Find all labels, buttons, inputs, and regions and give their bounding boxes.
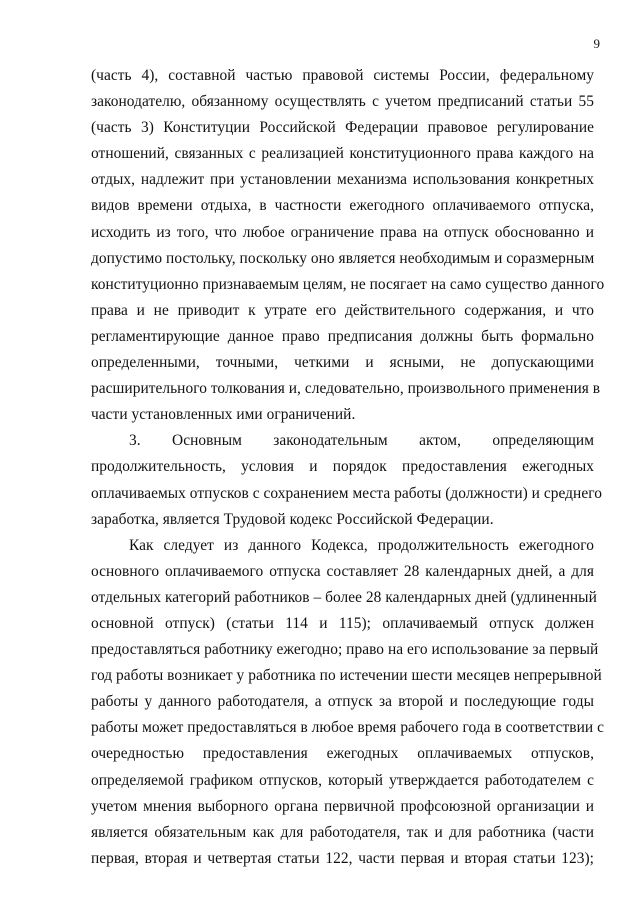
text-line: отдельных категорий работников – более 28 календарных дней (удлиненный [91,588,597,606]
document-body [91,63,605,872]
text-line: 3. Основным законодательным актом, определяющим [129,432,594,450]
text-line: исходить из того, что любое ограничение права на отпуск обоснованно и [91,223,594,241]
paragraph-continuation [91,63,605,428]
text-line: учетом мнения выборного органа первичной профсоюзной организации и [91,797,594,815]
text-line: основного оплачиваемого отпуска составляет 28 календарных дней, а для [91,562,594,580]
text-line: отношений, связанных с реализацией конституционного права каждого на [91,145,594,163]
paragraph-code-provisions [91,533,604,872]
text-line: работы может предоставляться в любое время рабочего года в соответствии с [91,719,604,737]
text-line: (часть 3) Конституции Российской Федерации правовое регулирование [91,119,594,137]
text-line: продолжительность, условия и порядок предоставления ежегодных [91,458,594,476]
text-line: законодателю, обязанному осуществлять с учетом предписаний статьи 55 [91,93,594,111]
text-line: регламентирующие данное право предписания должны быть формально [91,327,594,345]
text-line: Как следует из данного Кодекса, продолжительность ежегодного [129,536,594,554]
text-line: отдых, надлежит при установлении механизма использования конкретных [91,171,594,189]
text-line: работы у данного работодателя, а отпуск за второй и последующие годы [91,693,594,711]
text-line: предоставляться работнику ежегодно; право на его использование за первый [91,641,599,659]
text-line: конституционно признаваемым целям, не посягает на само существо данного [91,275,605,293]
text-line: очередностью предоставления ежегодных оплачиваемых отпусков, [91,745,594,763]
text-line: определенными, точными, четкими и ясными, не допускающими [91,354,594,372]
text-line: допустимо постольку, поскольку оно является необходимым и соразмерным [91,249,595,267]
text-line: заработка, является Трудовой кодекс Российской Федерации. [91,510,494,528]
text-line: (часть 4), составной частью правовой системы России, федеральному [91,67,594,84]
page-number: 9 [593,36,600,51]
text-line: права и не приводит к утрате его действительного содержания, и что [91,301,594,319]
text-line: части установленных ими ограничений. [91,406,356,424]
text-line: расширительного толкования и, следовательно, произвольного применения в [91,380,601,398]
text-line: определяемой графиком отпусков, который утверждается работодателем с [91,771,594,789]
text-line: основной отпуск) (статьи 114 и 115); оплачиваемый отпуск должен [91,614,594,632]
text-line: видов времени отдыха, в частности ежегодного оплачиваемого отпуска, [91,197,594,215]
text-line: является обязательным как для работодателя, так и для работника (части [91,823,594,841]
text-line: год работы возникает у работника по истечении шести месяцев непрерывной [91,667,602,685]
text-line: первая, вторая и четвертая статьи 122, части первая и вторая статьи 123); [91,849,594,867]
text-line: оплачиваемых отпусков с сохранением места работы (должности) и среднего [91,484,602,502]
paragraph-3 [91,428,602,532]
